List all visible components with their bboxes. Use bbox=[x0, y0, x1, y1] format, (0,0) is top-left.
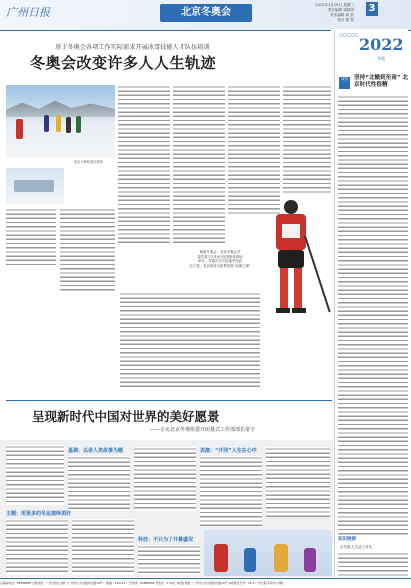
quote-line-3: 举行。开幕式当天恰逢中国农 bbox=[197, 259, 243, 263]
sidebar-tag: 冰雪 bbox=[339, 77, 350, 89]
section-title: 北京冬奥会 bbox=[160, 4, 252, 22]
issue-date: 2022年1月19日 星期三 bbox=[315, 3, 354, 7]
section-head-3: 科技：不只为了开幕盛况 bbox=[138, 537, 194, 543]
second-headline: 呈现新时代中国对世界的美好愿景 bbox=[32, 409, 220, 424]
second-col-6 bbox=[72, 519, 134, 575]
issue-info bbox=[282, 3, 354, 23]
second-col-1 bbox=[68, 456, 130, 511]
quote-banner bbox=[174, 250, 266, 288]
masthead: 广州日报 bbox=[6, 6, 50, 19]
sidebar-text bbox=[338, 95, 408, 535]
lead-col-4 bbox=[283, 85, 331, 195]
issue-editor: 责任编辑 梁皓明 bbox=[327, 8, 354, 12]
olympic-rings-icon: ◯◯◯◯◯ bbox=[339, 33, 359, 37]
lead-col-5 bbox=[120, 292, 260, 388]
badge-sub: 冬奥 bbox=[377, 56, 385, 61]
lead-col-2 bbox=[173, 85, 225, 243]
lead-col-0 bbox=[6, 208, 56, 268]
section-head-1: 基调：以讲人类故事为题 bbox=[68, 448, 124, 454]
ski-photo bbox=[6, 85, 115, 158]
page-footer: 总编室电话：83888888 出版热线：广州日报社出版（广州市人民中路同乐路10号） 邮编：510121 广告热线：83888888 零售价：1.50元 本报社地址：广州市人民中路同乐路10号 本报邮发代号：45-1 广州日报印务中心印刷 bbox=[0, 578, 411, 588]
lead-kicker: 基于冬奥会各项工作实际需求开展冰雪技能人才队伍培训 bbox=[55, 44, 210, 51]
knowledge-text bbox=[338, 552, 408, 576]
quote-line-2: 幕式将于2月4日在国家体育场 bbox=[197, 254, 243, 259]
second-col-7 bbox=[138, 545, 200, 575]
second-col-3 bbox=[200, 456, 262, 526]
second-story-divider bbox=[6, 400, 332, 401]
hockey-player-photo bbox=[262, 196, 332, 326]
ceremony-photo bbox=[204, 530, 332, 576]
lead-col-0b bbox=[60, 208, 115, 293]
quote-line-4: 历立春，北京将成为世界首座“双奥之城” bbox=[189, 263, 251, 268]
lead-col-1 bbox=[118, 85, 170, 243]
issue-designer: 美术编辑 黄 凯 bbox=[330, 13, 354, 17]
sidebar-divider bbox=[334, 30, 335, 577]
badge-number: 2022 bbox=[359, 35, 404, 54]
section-head-4: 表演：“开同”人生在心中 bbox=[200, 448, 257, 454]
second-col-2 bbox=[134, 447, 196, 511]
issue-proof: 校对 陈 智 bbox=[337, 18, 354, 22]
second-col-0 bbox=[6, 445, 64, 505]
ski-photo-caption: 北京小海坨项目赛场 bbox=[74, 160, 103, 164]
venue-photo bbox=[6, 168, 64, 204]
knowledge-title: 知识链接 bbox=[338, 537, 356, 542]
page-number: 3 bbox=[366, 2, 378, 16]
lead-headline: 冬奥会改变许多人人生轨迹 bbox=[30, 54, 217, 72]
olympic-badge bbox=[331, 29, 408, 71]
quote-line-1: 两届冬奥会：北京冬奥会开 bbox=[199, 250, 241, 254]
section-head-2: 主题：用更多的冬运演绎美好 bbox=[6, 511, 72, 517]
second-subhead: ——专访北京冬奥组委开闭幕式工作部部长常宇 bbox=[150, 427, 256, 433]
second-col-4 bbox=[266, 447, 330, 517]
second-col-5 bbox=[6, 519, 68, 575]
knowledge-sub: 百年影人生活上对比 bbox=[340, 545, 373, 549]
sidebar-title: 坚持“北辙到至南” 北京时代性很精 bbox=[354, 75, 409, 88]
